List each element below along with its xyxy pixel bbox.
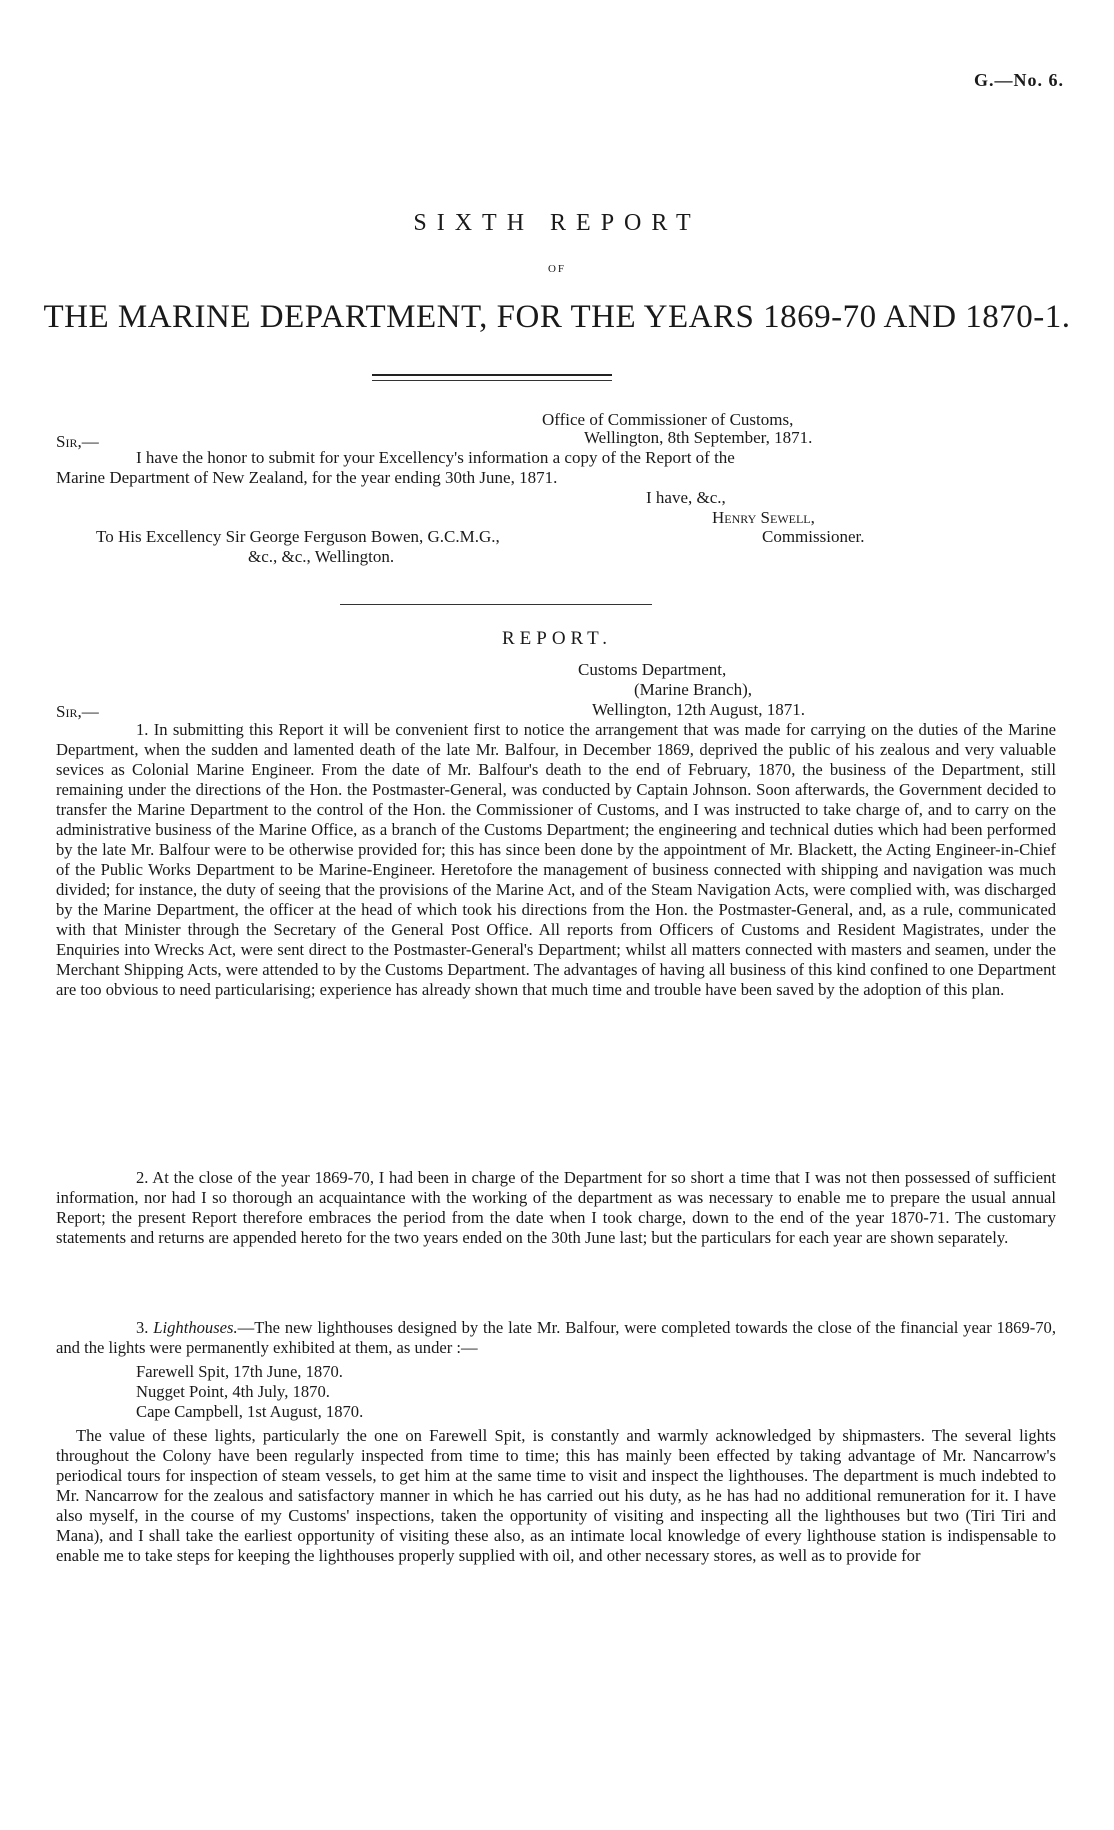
paragraph-3-label: Lighthouses. — [153, 1318, 238, 1337]
lighthouse-item: Nugget Point, 4th July, 1870. — [136, 1382, 330, 1401]
paragraph-3-text: —The new lighthouses designed by the late Mr. Balfour, were completed towards the close of the financial year 1869-70, and the lights were permanently exhibited at them, as under :— — [56, 1318, 1057, 1357]
title-divider-under — [372, 380, 612, 381]
main-title: THE MARINE DEPARTMENT, FOR THE YEARS 1869-70 AND 1870-1. — [43, 299, 1071, 335]
letter-addressee-1: To His Excellency Sir George Ferguson Bowen, G.C.M.G., — [96, 527, 500, 546]
report-from-line-2: (Marine Branch), — [634, 680, 753, 699]
report-title: SIXTH REPORT — [413, 210, 701, 236]
title-block — [0, 210, 1114, 336]
letter-signatory-title: Commissioner. — [762, 527, 865, 546]
letter-salutation: Sir,— — [56, 432, 99, 451]
letter-closing: I have, &c., — [646, 488, 726, 507]
page-number: G.—No. 6. — [974, 70, 1064, 90]
paragraph-3-prefix: 3. — [136, 1318, 154, 1337]
paragraph-2: 2. At the close of the year 1869-70, I had been in charge of the Department for so short a time that I was not then possessed of sufficient information, nor had I so thorough an acquaintance with the working of the department as was necessary to enable me to prepare the usual annual Report; the present Report therefore embraces the period from the date when I took charge, down to the end of the year 1870-71. The customary statements and returns are appended hereto for the two years ended on the 30th June last; but the particulars for each year are shown separately. — [56, 1168, 1056, 1247]
letter-place-date: Wellington, 8th September, 1871. — [584, 428, 813, 447]
letter-divider — [340, 604, 652, 605]
title-of: OF — [547, 263, 567, 275]
paragraph-3 — [56, 1318, 1056, 1358]
report-salutation: Sir,— — [56, 702, 99, 721]
lighthouse-item: Cape Campbell, 1st August, 1870. — [136, 1402, 364, 1421]
letter-body-line-1: I have the honor to submit for your Excellency's information a copy of the Report of the — [136, 448, 735, 467]
report-from-line-3: Wellington, 12th August, 1871. — [592, 700, 806, 719]
lighthouse-item: Farewell Spit, 17th June, 1870. — [136, 1362, 343, 1381]
report-from-line-1: Customs Department, — [578, 660, 727, 679]
report-heading: REPORT. — [501, 628, 613, 649]
paragraph-1: 1. In submitting this Report it will be convenient first to notice the arrangement that was made for carrying on the duties of the Marine Department, when the sudden and lamented death of the late Mr. Balfour, in December 1869, deprived the public of his zealous and very valuable sevices as Colonial Marine Engineer. From the date of Mr. Balfour's death to the end of February, 1870, the business of the Department, still remaining under the directions of the Hon. the Postmaster-General, was conducted by Captain Johnson. Soon afterwards, the Government decided to transfer the Marine Department to the control of the Hon. the Commissioner of Customs, and I was instructed to take charge of, and to carry on the administrative business of the Marine Office, as a branch of the Customs Department; the engineering and technical duties which had been performed by the late Mr. Balfour were to be otherwise provided for; this has since been done by the appointment of Mr. Blackett, the Acting Engineer-in-Chief of the Public Works Department to be Marine-Engineer. Heretofore the management of business connected with shipping and navigation was much divided; for instance, the duty of seeing that the provisions of the Marine Act, and of the Steam Navigation Acts, were complied with, was discharged by the Marine Department, the officer at the head of which took his directions from the Hon. the Postmaster-General, and, as a rule, communicated with that Minister through the Secretary of the General Post Office. All reports from Officers of Customs and Resident Magistrates, under the Enquiries into Wrecks Act, were sent direct to the Postmaster-General's Department; whilst all matters connected with masters and seamen, under the Merchant Shipping Acts, were attended to by the Customs Department. The advantages of having all business of this kind confined to one Department are too obvious to need particularising; experience has already shown that much time and trouble have been saved by the adoption of this plan. — [56, 720, 1056, 999]
title-divider — [372, 374, 612, 376]
letter-body-line-2: Marine Department of New Zealand, for the year ending 30th June, 1871. — [56, 468, 558, 487]
letter-addressee-2: &c., &c., Wellington. — [248, 547, 395, 566]
paragraph-4: The value of these lights, particularly the one on Farewell Spit, is constantly and warmly acknowledged by shipmasters. The several lights throughout the Colony have been regularly inspected from time to time; this has mainly been effected by taking advantage of Mr. Nancarrow's periodical tours for inspection of steam vessels, to get him at the same time to visit and inspect the lighthouses. The department is much indebted to Mr. Nancarrow for the zealous and satisfactory manner in which he has carried out his duty, as he has had no additional remuneration for it. I have also myself, in the course of my Customs' inspections, taken the opportunity of visiting and inspecting all the lighthouses but two (Tiri Tiri and Mana), and I shall take the earliest opportunity of visiting these also, as an intimate local knowledge of every lighthouse station is indispensable to enable me to take steps for keeping the lighthouses properly supplied with oil, and other necessary stores, as well as to provide for — [56, 1426, 1056, 1565]
letter-office: Office of Commissioner of Customs, — [542, 410, 794, 429]
letter-signatory: Henry Sewell, — [712, 508, 815, 527]
cover-letter — [56, 410, 1056, 580]
